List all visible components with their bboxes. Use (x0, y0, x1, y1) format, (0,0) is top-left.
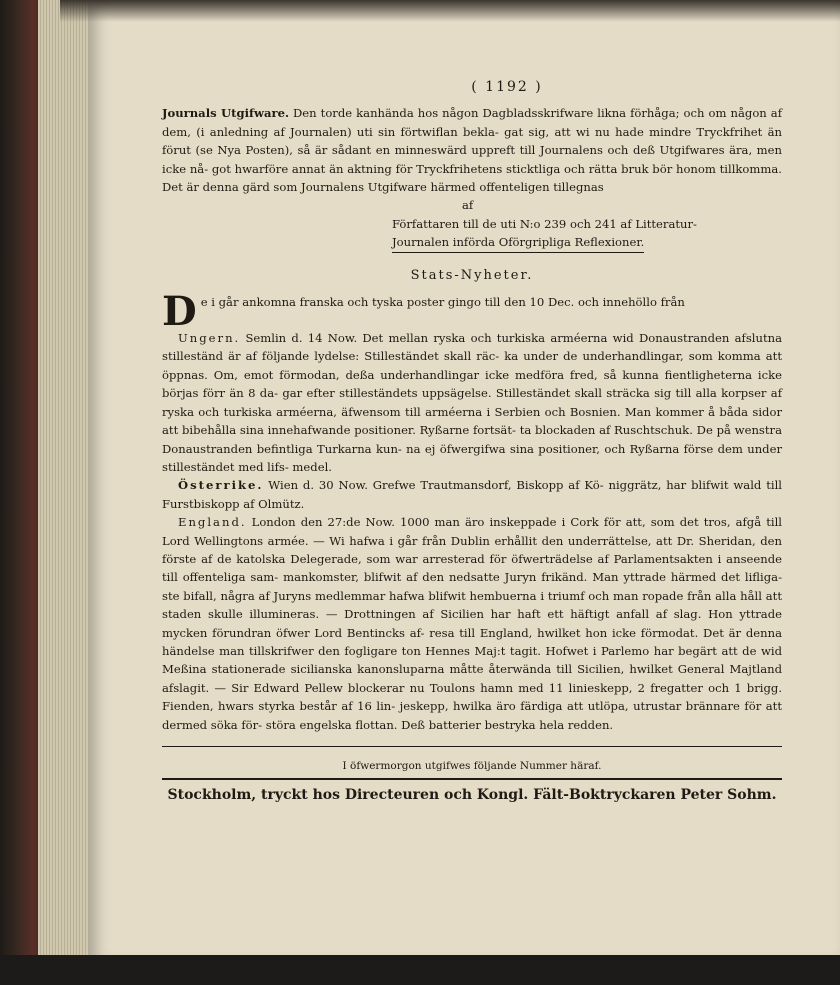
news-place: England. (178, 515, 247, 530)
news-item-ungern (162, 329, 782, 476)
news-intro-text: e i går ankomna franska och tyska poster gingo till den 10 Dec. och innehöllo från (200, 295, 685, 310)
signature-af: af (462, 198, 474, 213)
divider-rule (162, 746, 782, 747)
bottom-background (0, 955, 840, 985)
news-text: Semlin d. 14 Now. Det mellan ryska och turkiska arméerna wid Donaustranden afslutna stilleständ är af följande lydelse: Stilleständet skall räc- ka under de underhandlingar, som komma att öppnas. Om, emot förmodan, deßa underhandlingar icke medföra fred, så kunna fientligheterna icke börjas förr än 8 da- gar efter stilleständets uppsägelse. Stilleständet skall sträcka sig till alla korpser af ryska och turkiska arméerna, äfwensom till arméerna i Serbien och Bosnien. Man kommer å båda sidor att bibehålla sina innehafwande positioner. Ryßarne fortsät- ta blockaden af Ruschtschuk. De på wenstra Donaustranden befintliga Turkarna kun- na ej öfwergifwa sina positioner, och Ryßarna förse dem under stilleständet med lifs- medel. (162, 331, 782, 474)
drop-cap: D (162, 288, 197, 336)
signature-line-1: Författaren till de uti N:o 239 och 241 af Litteratur- (392, 216, 697, 231)
news-place: Ungern. (178, 331, 241, 346)
divider-rule-thick (162, 778, 782, 780)
news-text: London den 27:de Now. 1000 man äro inskeppade i Cork för att, som det tros, afgå till Lord Wellingtons armée. — Wi hafwa i går från Dublin erhållit den underrättelse, att Dr. Sheridan, den förste af de katolska Delegerade, som war arresterad för öfwerträdelse af Parlamentsakten i anseende till offenteliga sam- mankomster, blifwit af den nedsatte Juryn frikänd. Man yttrade härmed det lifliga- ste bifall, några af Juryns medlemmar hafwa blifwit hembuerna i triumf och man ropade från alla håll att staden skulle illumineras. — Drottningen af Sicilien har haft ett häftigt anfall af slag. Hon yttrade mycken förundran öfwer Lord Bentincks af- resa till England, hwilket hon icke förmodat. Det är denna händelse man tillskrifwer den fogligare ton Hennes Maj:t tagit. Hofwet i Parlemo har begärt att de wid Meßina stationerade sicilianska kanonsluparna måtte återwända till Sicilien, hwilket General Majtland afslagit. — Sir Edward Pellew blockerar nu Toulons hamn med 11 linieskepp, 2 fregatter och 1 brigg. Fienden, hwars styrka består af 16 lin- jeskepp, hwilka äro färdiga att utlöpa, utrustar brännare för att dermed söka för- störa engelska flottan. Deß batterier bestryka hela redden. (162, 515, 782, 732)
footnote: I öfwermorgon utgifwes följande Nummer häraf. (342, 760, 602, 772)
news-item-england (162, 513, 782, 734)
intro-lead: Journals Utgifware. (162, 106, 289, 121)
news-intro (162, 288, 782, 336)
intro-paragraph (162, 104, 782, 196)
page-content (162, 78, 782, 805)
imprint: Stockholm, tryckt hos Directeuren och Kongl. Fält-Boktryckaren Peter Sohm. (167, 787, 777, 804)
intro-text: Den torde kanhända hos någon Dagbladsskrifware likna förhåga; och om någon af dem, (i anledning af Journalen) uti sin förtwiflan bekla- gat sig, att wi nu hade mindre Tryckfrihet än förut (se Nya Posten), så är sådant en minneswärd uppreft till Journalens och deß Utgifwares ära, men icke nå- got hwarföre annat än aktning för Tryckfrihetens sticktliga och rätta bruk bör honom tillkomma. Det är denna gärd som Journalens Utgifware härmed offenteligen tillegnas (162, 106, 782, 195)
signature-block (392, 196, 782, 252)
top-shadow (60, 0, 840, 22)
section-title: Stats-Nyheter. (410, 267, 534, 283)
news-text: Wien d. 30 Now. Grefwe Trautmansdorf, Biskopp af Kö- niggrätz, har blifwit wald till Furstbiskopp af Olmütz. (162, 478, 782, 511)
news-place: Österrike. (178, 478, 264, 493)
news-item-osterrike (162, 476, 782, 513)
page-number: ( 1192 ) (471, 79, 543, 95)
signature-line-2: Journalen införda Oförgripliga Reflexioner. (392, 233, 644, 252)
